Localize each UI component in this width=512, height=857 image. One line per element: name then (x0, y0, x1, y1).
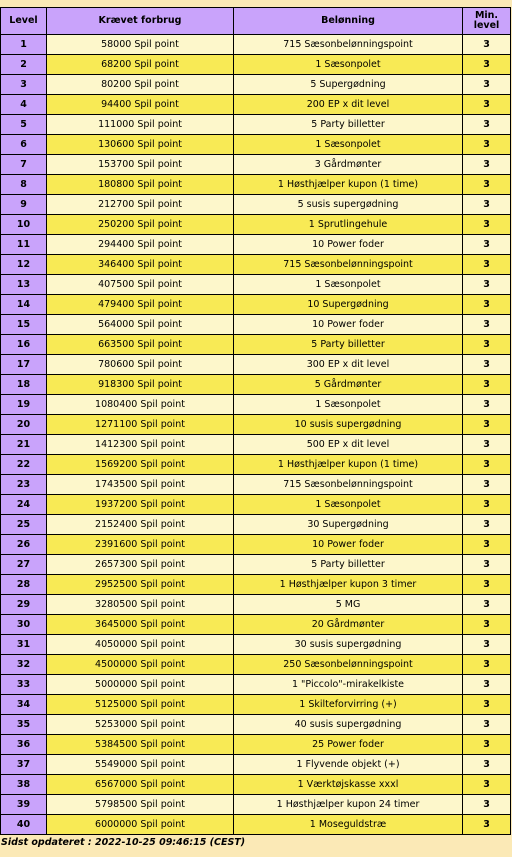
min-level-cell: 3 (463, 115, 511, 135)
table-row (1, 175, 511, 195)
reward-cell: 1 Sæsonpolet (234, 395, 463, 415)
level-cell: 14 (1, 295, 47, 315)
header-min-level-line1: Min. (474, 10, 499, 21)
table-row (1, 675, 511, 695)
min-level-cell: 3 (463, 755, 511, 775)
cost-cell: 564000 Spil point (47, 315, 234, 335)
table-row (1, 375, 511, 395)
cost-cell: 1412300 Spil point (47, 435, 234, 455)
table-row (1, 655, 511, 675)
min-level-cell: 3 (463, 455, 511, 475)
cost-cell: 111000 Spil point (47, 115, 234, 135)
level-cell: 27 (1, 555, 47, 575)
table-row (1, 495, 511, 515)
reward-cell: 500 EP x dit level (234, 435, 463, 455)
level-cell: 17 (1, 355, 47, 375)
season-rewards-table (0, 7, 511, 835)
min-level-cell: 3 (463, 735, 511, 755)
cost-cell: 1569200 Spil point (47, 455, 234, 475)
level-cell: 26 (1, 535, 47, 555)
level-cell: 13 (1, 275, 47, 295)
reward-cell: 5 Gårdmønter (234, 375, 463, 395)
cost-cell: 294400 Spil point (47, 235, 234, 255)
table-row (1, 635, 511, 655)
reward-cell: 1 Høsthjælper kupon 3 timer (234, 575, 463, 595)
reward-cell: 1 Moseguldstræ (234, 815, 463, 835)
table-row (1, 475, 511, 495)
level-cell: 15 (1, 315, 47, 335)
reward-cell: 30 Supergødning (234, 515, 463, 535)
level-cell: 34 (1, 695, 47, 715)
table-row (1, 115, 511, 135)
cost-cell: 130600 Spil point (47, 135, 234, 155)
level-cell: 16 (1, 335, 47, 355)
cost-cell: 479400 Spil point (47, 295, 234, 315)
min-level-cell: 3 (463, 335, 511, 355)
reward-cell: 10 Power foder (234, 315, 463, 335)
level-cell: 10 (1, 215, 47, 235)
table-row (1, 255, 511, 275)
reward-cell: 1 Høsthjælper kupon 24 timer (234, 795, 463, 815)
level-cell: 33 (1, 675, 47, 695)
reward-cell: 5 Party billetter (234, 115, 463, 135)
cost-cell: 68200 Spil point (47, 55, 234, 75)
cost-cell: 3280500 Spil point (47, 595, 234, 615)
min-level-cell: 3 (463, 275, 511, 295)
reward-cell: 1 Høsthjælper kupon (1 time) (234, 455, 463, 475)
cost-cell: 80200 Spil point (47, 75, 234, 95)
reward-cell: 1 Sæsonpolet (234, 275, 463, 295)
min-level-cell: 3 (463, 695, 511, 715)
cost-cell: 6000000 Spil point (47, 815, 234, 835)
cost-cell: 780600 Spil point (47, 355, 234, 375)
min-level-cell: 3 (463, 75, 511, 95)
table-row (1, 215, 511, 235)
level-cell: 38 (1, 775, 47, 795)
reward-cell: 5 Party billetter (234, 335, 463, 355)
table-row (1, 555, 511, 575)
min-level-cell: 3 (463, 215, 511, 235)
cost-cell: 4050000 Spil point (47, 635, 234, 655)
cost-cell: 2152400 Spil point (47, 515, 234, 535)
min-level-cell: 3 (463, 35, 511, 55)
header-cost: Krævet forbrug (47, 8, 234, 35)
level-cell: 35 (1, 715, 47, 735)
cost-cell: 1743500 Spil point (47, 475, 234, 495)
min-level-cell: 3 (463, 795, 511, 815)
cost-cell: 407500 Spil point (47, 275, 234, 295)
min-level-cell: 3 (463, 195, 511, 215)
level-cell: 31 (1, 635, 47, 655)
table-row (1, 395, 511, 415)
level-cell: 23 (1, 475, 47, 495)
table-row (1, 275, 511, 295)
min-level-cell: 3 (463, 495, 511, 515)
table-row (1, 755, 511, 775)
level-cell: 36 (1, 735, 47, 755)
reward-cell: 1 "Piccolo"-mirakelkiste (234, 675, 463, 695)
cost-cell: 5253000 Spil point (47, 715, 234, 735)
table-row (1, 575, 511, 595)
cost-cell: 6567000 Spil point (47, 775, 234, 795)
table-row (1, 415, 511, 435)
table-row (1, 235, 511, 255)
cost-cell: 58000 Spil point (47, 35, 234, 55)
level-cell: 40 (1, 815, 47, 835)
min-level-cell: 3 (463, 155, 511, 175)
level-cell: 5 (1, 115, 47, 135)
level-cell: 25 (1, 515, 47, 535)
header-reward: Belønning (234, 8, 463, 35)
level-cell: 37 (1, 755, 47, 775)
table-row (1, 355, 511, 375)
header-min-level-line2: level (473, 20, 500, 31)
level-cell: 9 (1, 195, 47, 215)
level-cell: 12 (1, 255, 47, 275)
table-body (1, 35, 511, 835)
table-row (1, 815, 511, 835)
min-level-cell: 3 (463, 435, 511, 455)
table-row (1, 515, 511, 535)
reward-cell: 715 Sæsonbelønningspoint (234, 475, 463, 495)
reward-cell: 1 Værktøjskasse xxxl (234, 775, 463, 795)
cost-cell: 5384500 Spil point (47, 735, 234, 755)
reward-cell: 1 Sæsonpolet (234, 495, 463, 515)
table-row (1, 135, 511, 155)
table-row (1, 695, 511, 715)
table-header-row (1, 8, 511, 35)
table-row (1, 75, 511, 95)
cost-cell: 3645000 Spil point (47, 615, 234, 635)
level-cell: 29 (1, 595, 47, 615)
cost-cell: 2952500 Spil point (47, 575, 234, 595)
table-row (1, 35, 511, 55)
min-level-cell: 3 (463, 555, 511, 575)
cost-cell: 250200 Spil point (47, 215, 234, 235)
min-level-cell: 3 (463, 355, 511, 375)
min-level-cell: 3 (463, 175, 511, 195)
cost-cell: 5549000 Spil point (47, 755, 234, 775)
min-level-cell: 3 (463, 715, 511, 735)
level-cell: 2 (1, 55, 47, 75)
table-row (1, 95, 511, 115)
cost-cell: 180800 Spil point (47, 175, 234, 195)
min-level-cell: 3 (463, 655, 511, 675)
cost-cell: 1271100 Spil point (47, 415, 234, 435)
min-level-cell: 3 (463, 815, 511, 835)
table-row (1, 595, 511, 615)
cost-cell: 1080400 Spil point (47, 395, 234, 415)
cost-cell: 5798500 Spil point (47, 795, 234, 815)
header-min-level (463, 8, 511, 35)
reward-cell: 1 Høsthjælper kupon (1 time) (234, 175, 463, 195)
reward-cell: 10 susis supergødning (234, 415, 463, 435)
cost-cell: 5000000 Spil point (47, 675, 234, 695)
min-level-cell: 3 (463, 535, 511, 555)
min-level-cell: 3 (463, 95, 511, 115)
table-row (1, 435, 511, 455)
min-level-cell: 3 (463, 55, 511, 75)
reward-cell: 1 Sæsonpolet (234, 135, 463, 155)
reward-cell: 20 Gårdmønter (234, 615, 463, 635)
cost-cell: 1937200 Spil point (47, 495, 234, 515)
min-level-cell: 3 (463, 255, 511, 275)
table-row (1, 615, 511, 635)
level-cell: 28 (1, 575, 47, 595)
reward-cell: 5 MG (234, 595, 463, 615)
table-row (1, 715, 511, 735)
table-row (1, 735, 511, 755)
reward-cell: 1 Skilteforvirring (+) (234, 695, 463, 715)
level-cell: 8 (1, 175, 47, 195)
cost-cell: 2657300 Spil point (47, 555, 234, 575)
table-row (1, 155, 511, 175)
level-cell: 1 (1, 35, 47, 55)
header-level: Level (1, 8, 47, 35)
last-updated-text: Sidst opdateret : 2022-10-25 09:46:15 (CEST) (1, 837, 246, 848)
level-cell: 18 (1, 375, 47, 395)
level-cell: 24 (1, 495, 47, 515)
cost-cell: 663500 Spil point (47, 335, 234, 355)
level-cell: 7 (1, 155, 47, 175)
level-cell: 20 (1, 415, 47, 435)
cost-cell: 346400 Spil point (47, 255, 234, 275)
table-row (1, 295, 511, 315)
reward-cell: 1 Sæsonpolet (234, 55, 463, 75)
min-level-cell: 3 (463, 295, 511, 315)
min-level-cell: 3 (463, 315, 511, 335)
min-level-cell: 3 (463, 775, 511, 795)
min-level-cell: 3 (463, 675, 511, 695)
min-level-cell: 3 (463, 575, 511, 595)
reward-cell: 5 Supergødning (234, 75, 463, 95)
reward-cell: 30 susis supergødning (234, 635, 463, 655)
cost-cell: 94400 Spil point (47, 95, 234, 115)
table-row (1, 795, 511, 815)
table-row (1, 315, 511, 335)
min-level-cell: 3 (463, 395, 511, 415)
cost-cell: 4500000 Spil point (47, 655, 234, 675)
min-level-cell: 3 (463, 235, 511, 255)
min-level-cell: 3 (463, 135, 511, 155)
table-row (1, 195, 511, 215)
level-cell: 6 (1, 135, 47, 155)
reward-cell: 10 Power foder (234, 235, 463, 255)
reward-cell: 715 Sæsonbelønningspoint (234, 255, 463, 275)
level-cell: 32 (1, 655, 47, 675)
level-cell: 3 (1, 75, 47, 95)
level-cell: 4 (1, 95, 47, 115)
reward-cell: 250 Sæsonbelønningspoint (234, 655, 463, 675)
min-level-cell: 3 (463, 595, 511, 615)
reward-cell: 1 Sprutlingehule (234, 215, 463, 235)
table-row (1, 775, 511, 795)
level-cell: 39 (1, 795, 47, 815)
cost-cell: 2391600 Spil point (47, 535, 234, 555)
table-row (1, 535, 511, 555)
reward-cell: 300 EP x dit level (234, 355, 463, 375)
reward-cell: 10 Power foder (234, 535, 463, 555)
reward-cell: 5 susis supergødning (234, 195, 463, 215)
level-cell: 30 (1, 615, 47, 635)
min-level-cell: 3 (463, 635, 511, 655)
reward-cell: 25 Power foder (234, 735, 463, 755)
cost-cell: 212700 Spil point (47, 195, 234, 215)
level-cell: 19 (1, 395, 47, 415)
reward-cell: 10 Supergødning (234, 295, 463, 315)
min-level-cell: 3 (463, 475, 511, 495)
table-row (1, 335, 511, 355)
reward-cell: 715 Sæsonbelønningspoint (234, 35, 463, 55)
min-level-cell: 3 (463, 415, 511, 435)
level-cell: 11 (1, 235, 47, 255)
min-level-cell: 3 (463, 375, 511, 395)
table-row (1, 55, 511, 75)
cost-cell: 5125000 Spil point (47, 695, 234, 715)
min-level-cell: 3 (463, 615, 511, 635)
reward-cell: 5 Party billetter (234, 555, 463, 575)
cost-cell: 918300 Spil point (47, 375, 234, 395)
reward-cell: 40 susis supergødning (234, 715, 463, 735)
min-level-cell: 3 (463, 515, 511, 535)
reward-cell: 1 Flyvende objekt (+) (234, 755, 463, 775)
level-cell: 21 (1, 435, 47, 455)
cost-cell: 153700 Spil point (47, 155, 234, 175)
table-row (1, 455, 511, 475)
reward-cell: 3 Gårdmønter (234, 155, 463, 175)
level-cell: 22 (1, 455, 47, 475)
reward-cell: 200 EP x dit level (234, 95, 463, 115)
